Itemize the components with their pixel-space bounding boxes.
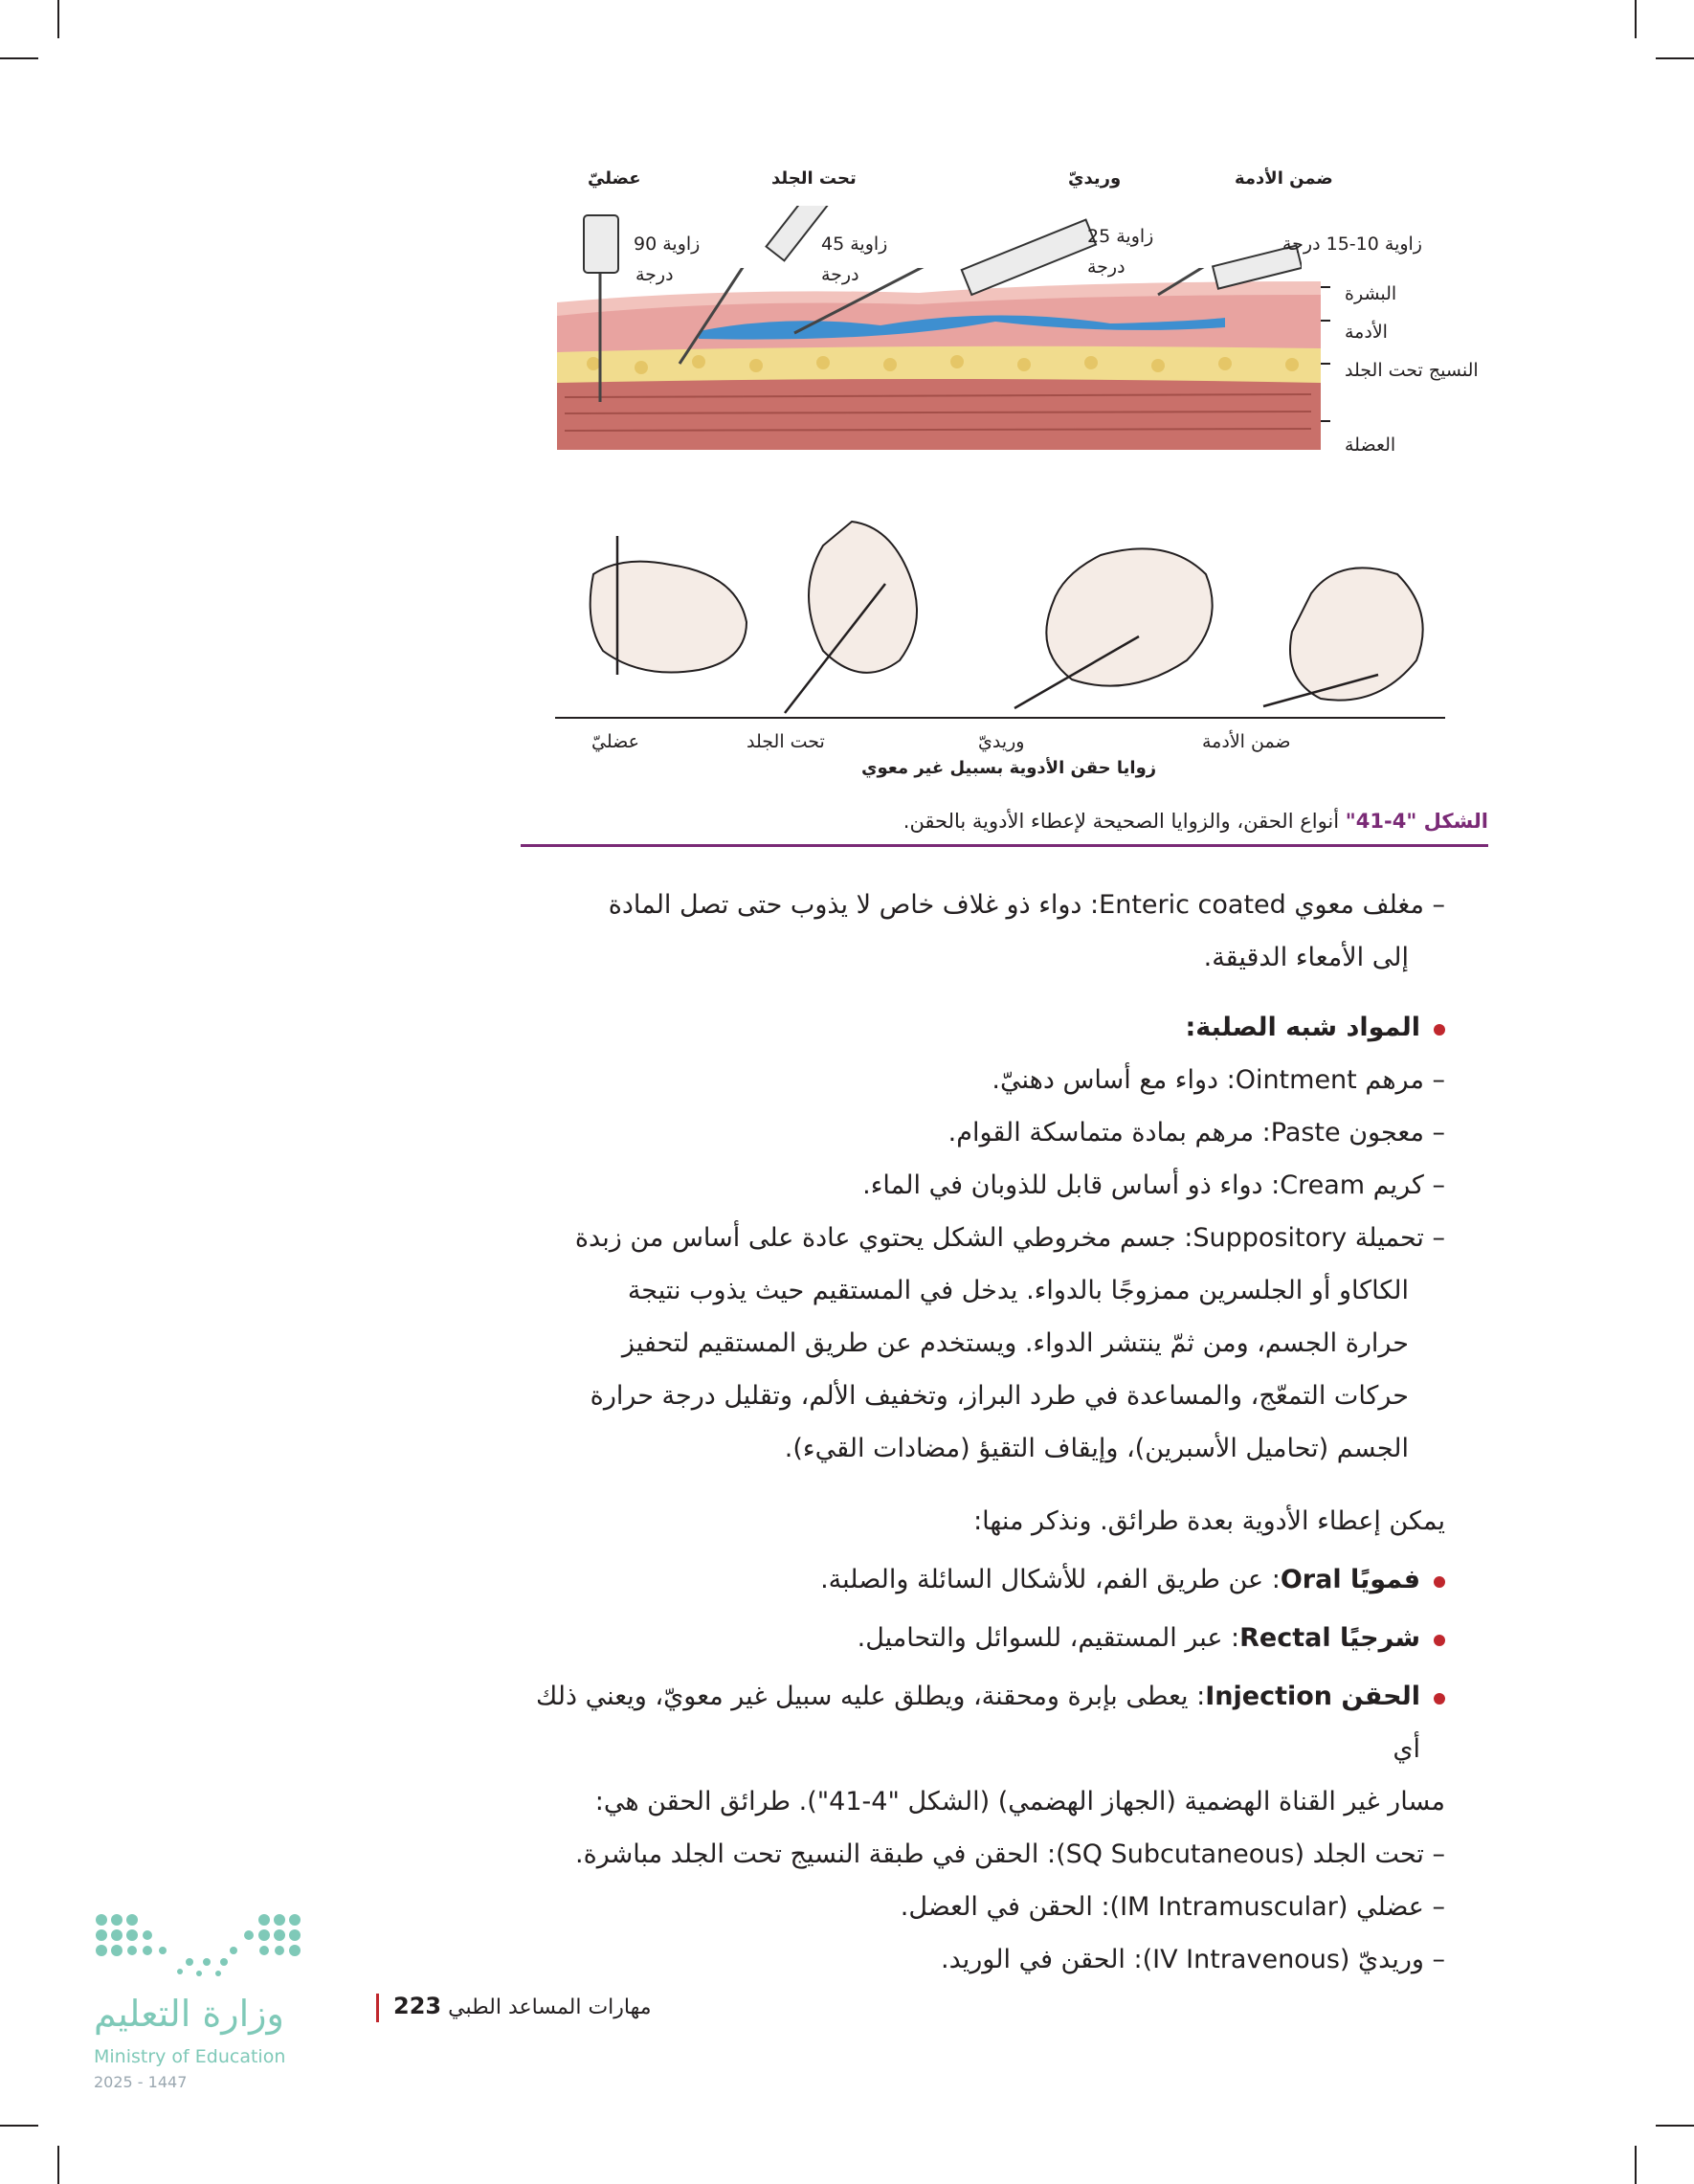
list-item: – تحميلة Suppository: جسم مخروطي الشكل يحتوي عادة على أساس من زبدة xyxy=(574,1223,1445,1253)
bottom-subtitle: زوايا حقن الأدوية بسبيل غير معوي xyxy=(861,758,1157,778)
route-term: فمويًا Oral xyxy=(1280,1565,1420,1594)
body-text xyxy=(513,879,1445,984)
crop-mark xyxy=(0,2125,38,2127)
layer-label: البشرة xyxy=(1345,283,1397,304)
ministry-logo-arabic: وزارة التعليم xyxy=(94,1993,284,2035)
ministry-logo-year: 2025 - 1447 xyxy=(94,2073,188,2091)
caption-rule xyxy=(521,844,1488,847)
list-item: – مرهم Ointment: دواء مع أساس دهنيّ. xyxy=(992,1065,1445,1095)
bottom-label: ضمن الأدمة xyxy=(1202,731,1291,752)
list-item-cont: الجسم (تحاميل الأسبرين)، وإيقاف التقيؤ (مضادات القيء). xyxy=(784,1434,1409,1463)
page-number: 223 xyxy=(393,1993,442,2019)
body-text xyxy=(513,1495,1445,1986)
route-item xyxy=(513,1612,1445,1664)
figure-caption xyxy=(531,810,1488,833)
syringes-image xyxy=(555,206,1302,311)
body-text xyxy=(513,1001,1445,1475)
ministry-logo-english: Ministry of Education xyxy=(94,2046,286,2067)
angle-label: زاوية 10-15 درجة xyxy=(1282,234,1422,255)
category-label: وريديّ xyxy=(1068,168,1122,189)
list-item: – كريم Cream: دواء ذو أساس قابل للذوبان في الماء. xyxy=(862,1170,1445,1200)
crop-mark xyxy=(1635,2146,1637,2184)
crop-mark xyxy=(57,0,59,38)
paragraph: إلى الأمعاء الدقيقة. xyxy=(1203,943,1409,972)
page-footer xyxy=(368,1993,652,2022)
list-item: – وريديّ (IV Intravenous): الحقن في الوريد. xyxy=(941,1945,1445,1974)
list-item: – معجون Paste: مرهم بمادة متماسكة القوام. xyxy=(947,1118,1445,1148)
caption-text: أنواع الحقن، والزوايا الصحيحة لإعطاء الأدوية بالحقن. xyxy=(903,810,1346,833)
bottom-label: تحت الجلد xyxy=(747,731,825,752)
footer-divider xyxy=(376,1994,379,2022)
list-item-cont: حرارة الجسم، ومن ثمّ ينتشر الدواء. ويستخدم عن طريق المستقيم لتحفيز xyxy=(621,1328,1409,1358)
route-item xyxy=(513,1670,1445,1775)
category-label: تحت الجلد xyxy=(771,168,857,189)
route-desc: : عبر المستقيم، للسوائل والتحاميل. xyxy=(857,1623,1240,1653)
layer-label: العضلة xyxy=(1345,435,1396,456)
crop-mark xyxy=(57,2146,59,2184)
crop-mark xyxy=(1656,2125,1694,2127)
angle-label: زاوية 45 xyxy=(821,234,888,255)
angle-label: زاوية 25 xyxy=(1087,226,1154,247)
route-desc: : يعطى بإبرة ومحقنة، ويطلق عليه سبيل غير معويّ، ويعني ذلك أي xyxy=(536,1682,1420,1764)
section-heading: المواد شبه الصلبة: xyxy=(513,1001,1445,1054)
category-label: عضليّ xyxy=(588,168,641,189)
crop-mark xyxy=(0,57,38,59)
list-item: – عضلي (IM Intramuscular): الحقن في العضل. xyxy=(900,1892,1445,1922)
route-item xyxy=(513,1553,1445,1606)
angle-label: درجة xyxy=(1087,256,1126,278)
list-item: – تحت الجلد (SQ Subcutaneous): الحقن في طبقة النسيج تحت الجلد مباشرة. xyxy=(575,1839,1445,1869)
bottom-label: عضليّ xyxy=(591,731,639,752)
paragraph: – مغلف معوي Enteric coated: دواء ذو غلاف خاص لا يذوب حتى تصل المادة xyxy=(608,890,1445,920)
angle-label: درجة xyxy=(821,264,859,285)
angle-label: درجة xyxy=(635,264,674,285)
category-label: ضمن الأدمة xyxy=(1235,168,1333,189)
book-title: مهارات المساعد الطبي xyxy=(448,1995,652,2019)
hands-image xyxy=(555,517,1445,727)
route-desc: : عن طريق الفم، للأشكال السائلة والصلبة. xyxy=(820,1565,1281,1594)
list-item-cont: الكاكاو أو الجلسرين ممزوجًا بالدواء. يدخل في المستقيم حيث يذوب نتيجة xyxy=(627,1276,1409,1305)
route-term: الحقن Injection xyxy=(1205,1682,1420,1711)
figure-number: الشكل "4-41" xyxy=(1345,810,1488,833)
route-term: شرجيًا Rectal xyxy=(1239,1623,1420,1653)
crop-mark xyxy=(1656,57,1694,59)
paragraph: مسار غير القناة الهضمية (الجهاز الهضمي) (الشكل "4-41"). طرائق الحقن هي: xyxy=(594,1787,1445,1816)
crop-mark xyxy=(1635,0,1637,38)
angle-label: زاوية 90 xyxy=(634,234,701,255)
bottom-label: وريديّ xyxy=(978,731,1025,752)
list-item-cont: حركات التمعّج، والمساعدة في طرد البراز، وتخفيف الألم، وتقليل درجة حرارة xyxy=(590,1381,1409,1411)
paragraph: يمكن إعطاء الأدوية بعدة طرائق. ونذكر منها: xyxy=(973,1506,1445,1536)
ministry-logo-dots xyxy=(94,1912,304,1989)
layer-label: النسيج تحت الجلد xyxy=(1345,360,1479,381)
layer-label: الأدمة xyxy=(1345,322,1388,343)
